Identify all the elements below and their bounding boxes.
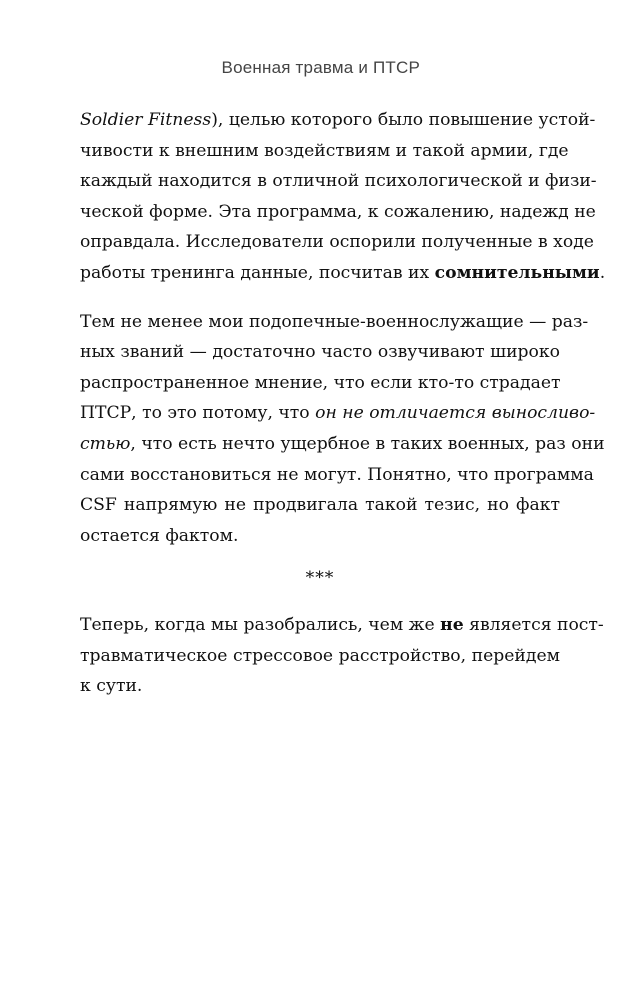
text-line: ных званий — достаточно часто озвучивают широко — [80, 342, 560, 363]
italic-phrase: он не отличается выносливо- — [315, 403, 596, 424]
text-line: стью, что есть нечто ущербное в таких военных, раз они — [80, 433, 605, 454]
text-line: каждый находится в отличной психологической и физи- — [80, 171, 597, 192]
text-line: Soldier Fitness), целью которого было повышение устой- — [80, 110, 596, 130]
bold-term: сомнительными — [434, 262, 600, 283]
section-separator: *** — [305, 568, 335, 589]
italic-term: Soldier Fitness — [80, 110, 212, 130]
text-line: CSF напрямую не продвигала такой тезис, но факт — [80, 495, 560, 516]
running-header: Военная травма и ПТСР — [221, 58, 420, 77]
text-line: травматическое стрессовое расстройство, перейдем — [80, 645, 560, 666]
text-line: сами восстановиться не могут. Понятно, что программа — [80, 464, 594, 485]
text-line: Тем не менее мои подопечные-военнослужащие — раз- — [80, 311, 589, 332]
text-line: Теперь, когда мы разобрались, чем же не является пост- — [80, 614, 604, 635]
text-line: к сути. — [80, 676, 143, 697]
text-line: распространенное мнение, что если кто-то страдает — [80, 372, 561, 393]
text-line: оправдала. Исследователи оспорили полученные в ходе — [80, 232, 594, 253]
text-line: работы тренинга данные, посчитав их сомнительными. — [80, 262, 606, 283]
text-line: ПТСР, то это потому, что он не отличается выносливо- — [80, 403, 596, 424]
italic-phrase: стью — [80, 433, 131, 454]
body-text — [80, 105, 606, 702]
paragraph-1 — [80, 105, 606, 289]
paragraph-2 — [80, 307, 605, 552]
text-line: чивости к внешним воздействиям и такой армии, где — [80, 140, 569, 161]
text-line: ческой форме. Эта программа, к сожалению, надежд не — [80, 201, 596, 222]
paragraph-3 — [80, 610, 604, 702]
bold-term: не — [440, 614, 464, 635]
text-line: остается фактом. — [80, 525, 239, 546]
